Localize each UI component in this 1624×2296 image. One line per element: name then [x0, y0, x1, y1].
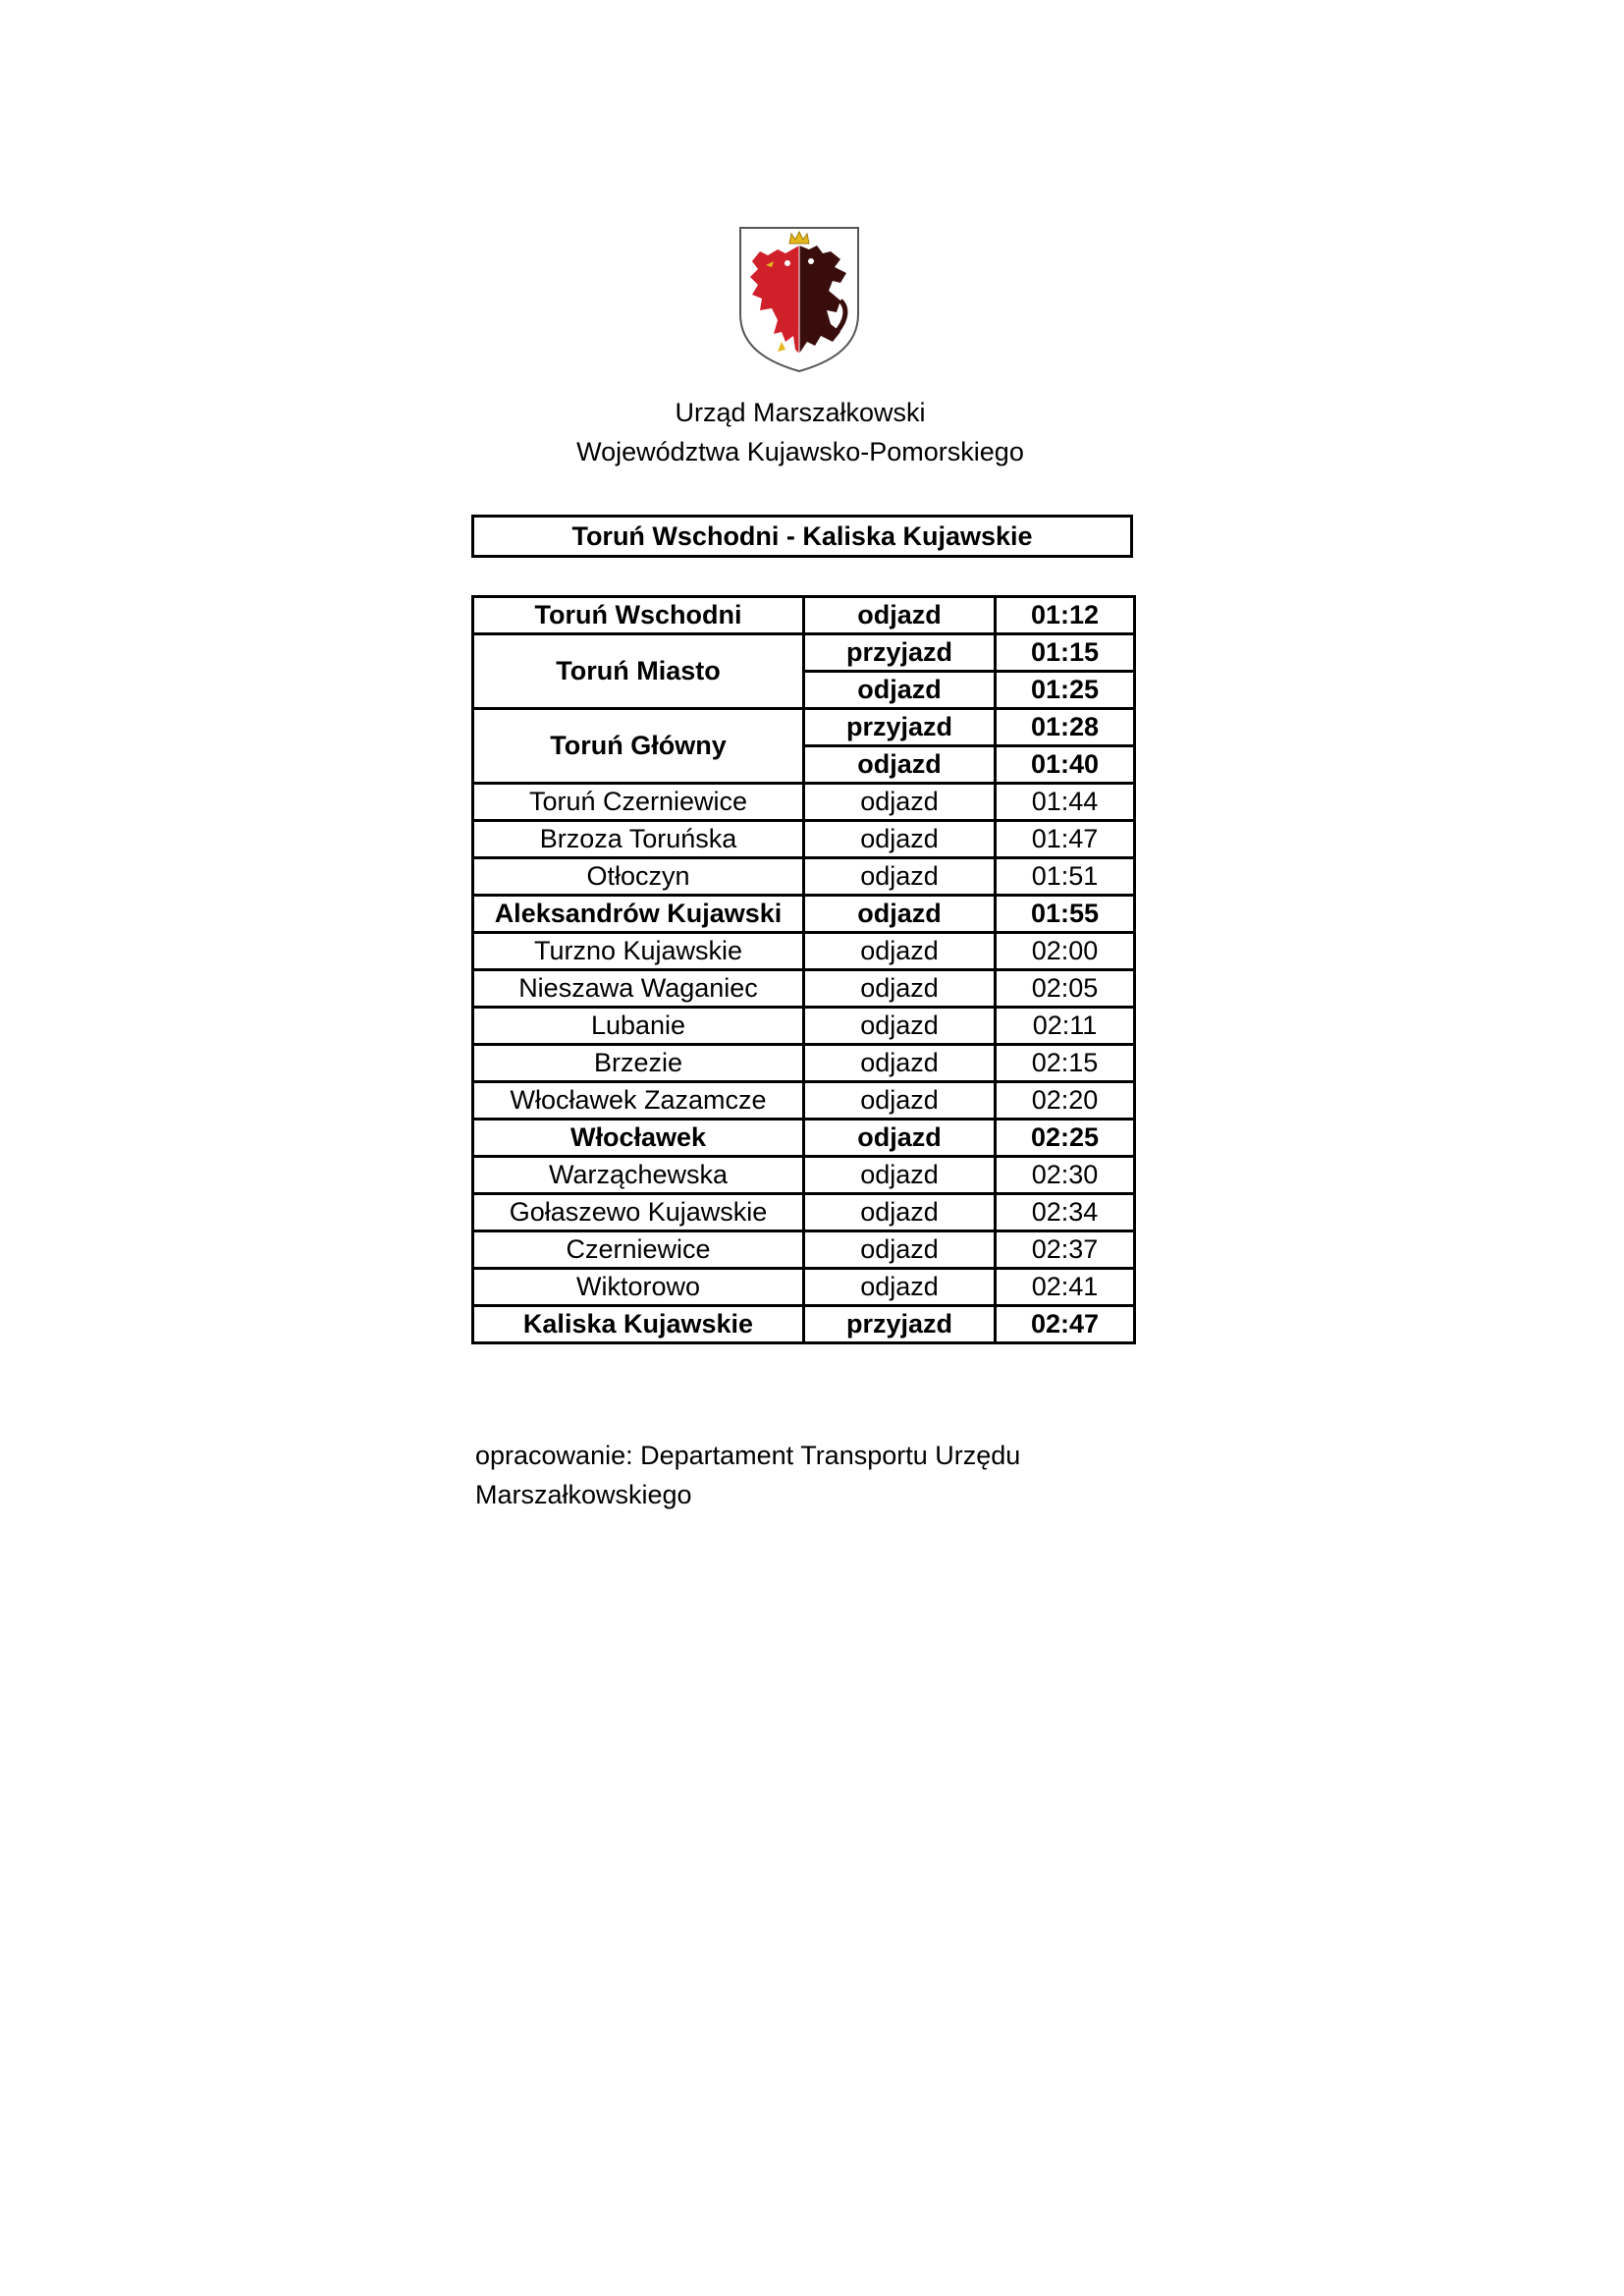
station-name: Kaliska Kujawskie — [473, 1306, 804, 1343]
stop-time: 02:15 — [996, 1045, 1135, 1082]
station-name: Nieszawa Waganiec — [473, 970, 804, 1008]
stop-time: 02:00 — [996, 933, 1135, 970]
station-name: Turzno Kujawskie — [473, 933, 804, 970]
table-row — [473, 597, 1135, 634]
stop-type: odjazd — [804, 1231, 996, 1269]
timetable — [471, 595, 1136, 1344]
stop-type: odjazd — [804, 970, 996, 1008]
table-row — [473, 1306, 1135, 1343]
station-name: Włocławek Zazamcze — [473, 1082, 804, 1120]
timetable-body — [473, 597, 1135, 1343]
stop-time: 01:51 — [996, 858, 1135, 896]
stop-time: 02:47 — [996, 1306, 1135, 1343]
table-row — [473, 970, 1135, 1008]
station-name: Otłoczyn — [473, 858, 804, 896]
table-row — [473, 1045, 1135, 1082]
station-name: Lubanie — [473, 1008, 804, 1045]
table-row — [473, 858, 1135, 896]
stop-time: 02:20 — [996, 1082, 1135, 1120]
table-row — [473, 933, 1135, 970]
stop-type: odjazd — [804, 784, 996, 821]
stop-type: odjazd — [804, 1045, 996, 1082]
footer-note — [475, 1436, 1104, 1514]
stop-time: 02:05 — [996, 970, 1135, 1008]
office-header — [471, 393, 1129, 471]
stop-type: odjazd — [804, 933, 996, 970]
stop-type: odjazd — [804, 1194, 996, 1231]
footer-line1: opracowanie: Departament Transportu Urzędu — [475, 1441, 1021, 1470]
stop-type: odjazd — [804, 1120, 996, 1157]
station-name: Brzoza Toruńska — [473, 821, 804, 858]
stop-time: 02:34 — [996, 1194, 1135, 1231]
station-name: Gołaszewo Kujawskie — [473, 1194, 804, 1231]
table-row — [473, 1194, 1135, 1231]
stop-type: odjazd — [804, 821, 996, 858]
stop-time: 01:25 — [996, 672, 1135, 709]
stop-type: odjazd — [804, 597, 996, 634]
stop-type: przyjazd — [804, 634, 996, 672]
station-name: Toruń Miasto — [473, 634, 804, 709]
table-row — [473, 1231, 1135, 1269]
table-row — [473, 896, 1135, 933]
footer-line2: Marszałkowskiego — [475, 1480, 692, 1509]
stop-type: odjazd — [804, 1082, 996, 1120]
table-row — [473, 634, 1135, 672]
stop-time: 02:41 — [996, 1269, 1135, 1306]
station-name: Czerniewice — [473, 1231, 804, 1269]
stop-time: 01:55 — [996, 896, 1135, 933]
stop-type: odjazd — [804, 896, 996, 933]
stop-time: 02:11 — [996, 1008, 1135, 1045]
table-row — [473, 821, 1135, 858]
stop-time: 01:28 — [996, 709, 1135, 746]
coat-of-arms-icon — [738, 226, 860, 373]
station-name: Włocławek — [473, 1120, 804, 1157]
station-name: Toruń Główny — [473, 709, 804, 784]
stop-type: odjazd — [804, 1008, 996, 1045]
stop-time: 01:12 — [996, 597, 1135, 634]
stop-type: odjazd — [804, 1157, 996, 1194]
stop-time: 01:15 — [996, 634, 1135, 672]
table-row — [473, 784, 1135, 821]
station-name: Brzezie — [473, 1045, 804, 1082]
stop-time: 02:25 — [996, 1120, 1135, 1157]
table-row — [473, 709, 1135, 746]
route-title: Toruń Wschodni - Kaliska Kujawskie — [471, 515, 1133, 558]
station-name: Toruń Wschodni — [473, 597, 804, 634]
office-name-line2: Województwa Kujawsko-Pomorskiego — [576, 437, 1024, 466]
stop-time: 02:30 — [996, 1157, 1135, 1194]
stop-time: 02:37 — [996, 1231, 1135, 1269]
stop-time: 01:44 — [996, 784, 1135, 821]
station-name: Toruń Czerniewice — [473, 784, 804, 821]
stop-type: przyjazd — [804, 1306, 996, 1343]
stop-type: odjazd — [804, 858, 996, 896]
stop-type: odjazd — [804, 1269, 996, 1306]
stop-type: odjazd — [804, 746, 996, 784]
table-row — [473, 1269, 1135, 1306]
stop-type: przyjazd — [804, 709, 996, 746]
table-row — [473, 1157, 1135, 1194]
station-name: Wiktorowo — [473, 1269, 804, 1306]
table-row — [473, 1120, 1135, 1157]
station-name: Aleksandrów Kujawski — [473, 896, 804, 933]
stop-type: odjazd — [804, 672, 996, 709]
table-row — [473, 1008, 1135, 1045]
stop-time: 01:40 — [996, 746, 1135, 784]
stop-time: 01:47 — [996, 821, 1135, 858]
station-name: Warząchewska — [473, 1157, 804, 1194]
table-row — [473, 1082, 1135, 1120]
office-name-line1: Urząd Marszałkowski — [675, 398, 926, 427]
